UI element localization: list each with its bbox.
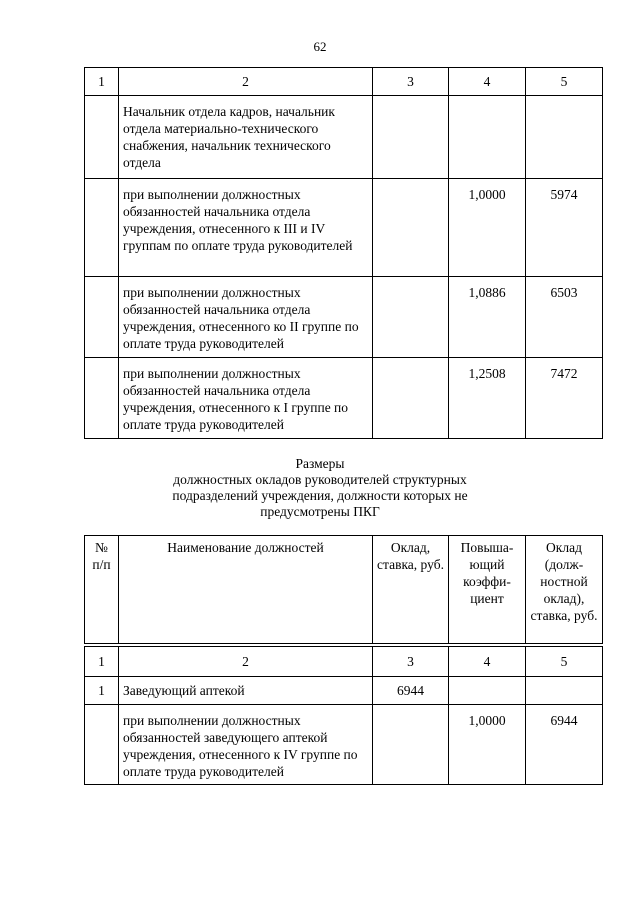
row-number-cell <box>85 705 119 785</box>
coefficient-cell <box>449 677 526 705</box>
section-title-line: должностных окладов руководителей структурных <box>173 472 467 487</box>
position-name-cell: при выполнении должностных обязанностей начальника отдела учреждения, отнесенного к I группе по оплате труда руководителей <box>119 358 373 439</box>
column-header-total-salary: Оклад (долж-ностной оклад), ставка, руб. <box>526 536 603 644</box>
row-number-cell <box>85 96 119 179</box>
column-number-cell: 2 <box>119 647 373 677</box>
total-salary-cell <box>526 677 603 705</box>
position-name-cell: Начальник отдела кадров, начальник отдела материально-технического снабжения, начальник технического отдела <box>119 96 373 179</box>
row-number-cell <box>85 358 119 439</box>
position-name-cell: при выполнении должностных обязанностей начальника отдела учреждения, отнесенного к III и IV группам по оплате труда руководителей <box>119 179 373 277</box>
header-cell: 1 <box>85 68 119 96</box>
column-header-position: Наименование должностей <box>119 536 373 644</box>
total-salary-cell <box>526 96 603 179</box>
header-cell: 3 <box>373 68 449 96</box>
row-number-cell: 1 <box>85 677 119 705</box>
coefficient-cell: 1,0000 <box>449 705 526 785</box>
coefficient-cell <box>449 96 526 179</box>
position-name-cell: при выполнении должностных обязанностей начальника отдела учреждения, отнесенного ко II группе по оплате труда руководителей <box>119 277 373 358</box>
row-number-cell <box>85 179 119 277</box>
coefficient-cell: 1,0000 <box>449 179 526 277</box>
salary-cell <box>373 179 449 277</box>
section-title-line: подразделений учреждения, должности которых не <box>172 488 468 503</box>
position-name-cell: Заведующий аптекой <box>119 677 373 705</box>
column-header-row <box>85 536 603 644</box>
salary-cell: 6944 <box>373 677 449 705</box>
column-number-cell: 1 <box>85 647 119 677</box>
table-row <box>85 705 603 785</box>
salary-cell <box>373 358 449 439</box>
total-salary-cell: 5974 <box>526 179 603 277</box>
section-title-line: Размеры <box>295 456 345 471</box>
salary-table-header <box>84 535 603 644</box>
column-header-salary: Оклад, ставка, руб. <box>373 536 449 644</box>
salary-table <box>84 646 603 785</box>
coefficient-cell: 1,2508 <box>449 358 526 439</box>
table-row <box>85 358 603 439</box>
column-header-number: № п/п <box>85 536 119 644</box>
coefficient-cell: 1,0886 <box>449 277 526 358</box>
row-number-cell <box>85 277 119 358</box>
column-number-row <box>85 647 603 677</box>
section-title <box>0 456 640 520</box>
section-title-line: предусмотрены ПКГ <box>260 504 380 519</box>
position-name-cell: при выполнении должностных обязанностей заведующего аптекой учреждения, отнесенного к IV группе по оплате труда руководителей <box>119 705 373 785</box>
salary-cell <box>373 705 449 785</box>
header-cell: 2 <box>119 68 373 96</box>
column-number-cell: 5 <box>526 647 603 677</box>
salary-cell <box>373 96 449 179</box>
column-number-cell: 3 <box>373 647 449 677</box>
page-number: 62 <box>313 39 327 54</box>
table-row <box>85 677 603 705</box>
table-row <box>85 179 603 277</box>
total-salary-cell: 6503 <box>526 277 603 358</box>
header-cell: 4 <box>449 68 526 96</box>
salary-cell <box>373 277 449 358</box>
table-header-row <box>85 68 603 96</box>
column-header-coefficient: Повыша-ющий коэффи-циент <box>449 536 526 644</box>
table-row <box>85 277 603 358</box>
total-salary-cell: 7472 <box>526 358 603 439</box>
column-number-cell: 4 <box>449 647 526 677</box>
table-continuation <box>84 67 603 439</box>
total-salary-cell: 6944 <box>526 705 603 785</box>
table-row <box>85 96 603 179</box>
header-cell: 5 <box>526 68 603 96</box>
